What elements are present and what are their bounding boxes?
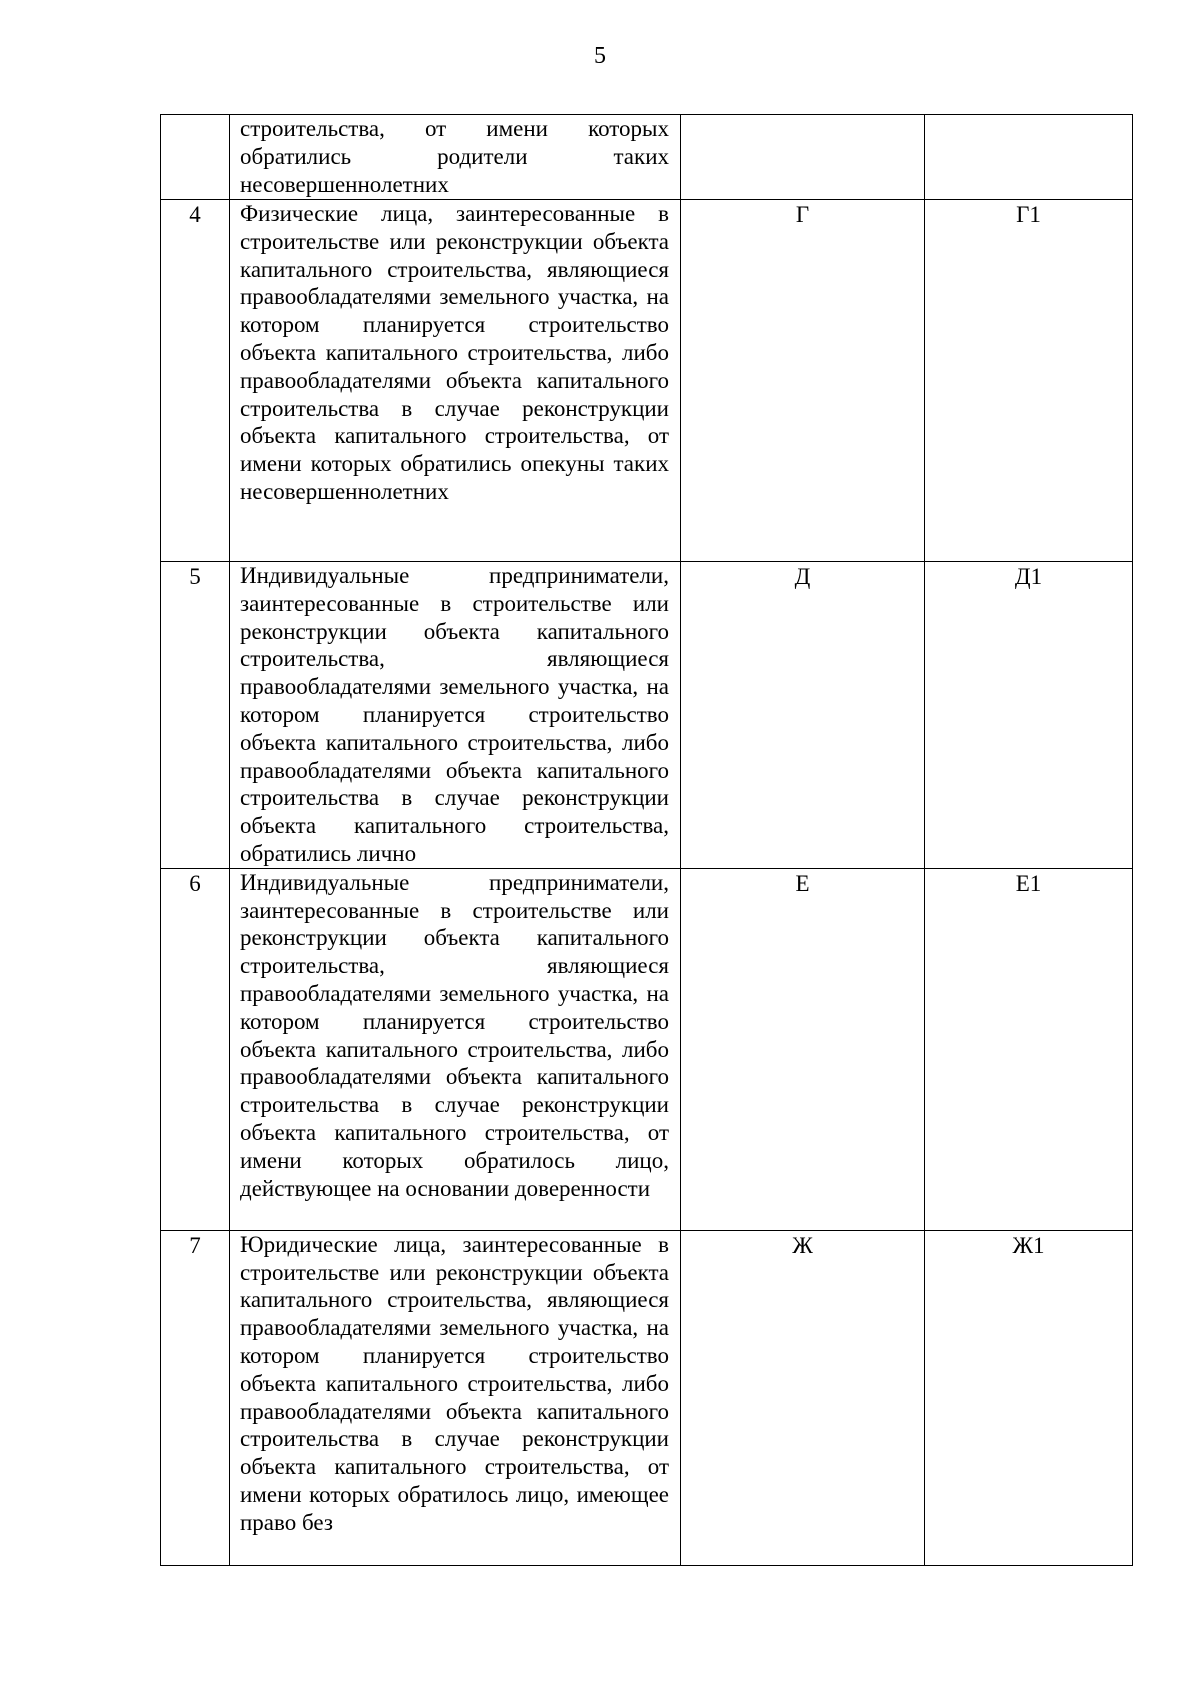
row-description-cell xyxy=(230,1230,681,1565)
table-row xyxy=(161,115,1133,200)
row-description: Индивидуальные предприниматели, заинтересованные в строительстве или реконструкции объекта капитального строительства, являющиеся правообладателями земельного участка, на котором планируется строительство объекта капитального строительства, либо правообладателями объекта капитального строительства в случае реконструкции объекта капитального строительства, обратились лично xyxy=(240,563,669,866)
row-code-cell: Ж xyxy=(681,1230,925,1565)
table-row xyxy=(161,200,1133,562)
row-description-cell xyxy=(230,115,681,200)
row-description: Индивидуальные предприниматели, заинтересованные в строительстве или реконструкции объекта капитального строительства, являющиеся правообладателями земельного участка, на котором планируется строительство объекта капитального строительства, либо правообладателями объекта капитального строительства в случае реконструкции объекта капитального строительства, от имени которых обратилось лицо, действующее на основании доверенности xyxy=(240,869,669,1201)
row-description: Физические лица, заинтересованные в строительстве или реконструкции объекта капитального строительства, являющиеся правообладателями земельного участка, на котором планируется строительство объекта капитального строительства, либо правообладателями объекта капитального строительства в случае реконструкции объекта капитального строительства, от имени которых обратились опекуны таких несовершеннолетних xyxy=(240,201,669,504)
row-code-cell: Д xyxy=(681,562,925,869)
row-code1-cell: Ж1 xyxy=(925,1230,1133,1565)
row-description-cell xyxy=(230,200,681,562)
row-description-cell xyxy=(230,562,681,869)
row-code1-cell: Г1 xyxy=(925,200,1133,562)
row-code-cell xyxy=(681,115,925,200)
table-row xyxy=(161,1230,1133,1565)
table-row xyxy=(161,868,1133,1230)
row-number-cell xyxy=(161,115,230,200)
page-number: 5 xyxy=(594,43,606,69)
row-description: строительства, от имени которых обратились родители таких несовершеннолетних xyxy=(240,116,669,197)
row-number-cell: 6 xyxy=(161,868,230,1230)
row-code-cell: Г xyxy=(681,200,925,562)
row-code1-cell: Е1 xyxy=(925,868,1133,1230)
row-code-cell: Е xyxy=(681,868,925,1230)
row-description-cell xyxy=(230,868,681,1230)
row-code1-cell: Д1 xyxy=(925,562,1133,869)
row-code1-cell xyxy=(925,115,1133,200)
row-description: Юридические лица, заинтересованные в строительстве или реконструкции объекта капитального строительства, являющиеся правообладателями земельного участка, на котором планируется строительство объекта капитального строительства, либо правообладателями объекта капитального строительства в случае реконструкции объекта капитального строительства, от имени которых обратилось лицо, имеющее право без xyxy=(240,1231,669,1535)
table-row xyxy=(161,562,1133,869)
applicant-category-table xyxy=(160,114,1133,1566)
row-number-cell: 5 xyxy=(161,562,230,869)
row-number-cell: 4 xyxy=(161,200,230,562)
row-number-cell: 7 xyxy=(161,1230,230,1565)
